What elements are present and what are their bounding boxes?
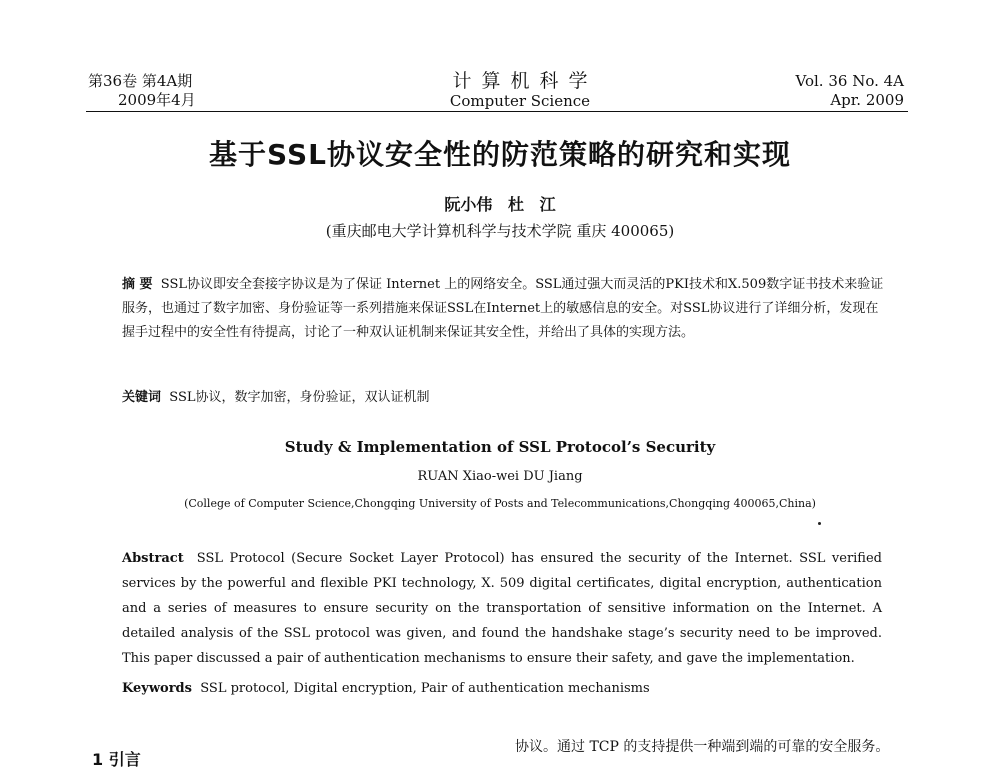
keywords-en-text: SSL protocol, Digital encryption, Pair of authentication mechanisms: [200, 681, 650, 696]
keywords-cn-label: 关键词: [122, 390, 162, 405]
english-title: Study & Implementation of SSL Protocol’s Security: [284, 438, 716, 456]
volume-issue-en: Vol. 36 No. 4A: [795, 72, 904, 90]
publication-date-en: Apr. 2009: [830, 91, 904, 109]
body-text-column2: 协议。通过 TCP 的支持提供一种端到端的可靠的安全服务。: [515, 739, 890, 755]
stray-dot: [818, 522, 821, 525]
paper-title: 基于SSL协议安全性的防范策略的研究和实现: [209, 138, 791, 171]
abstract-cn-label: 摘 要: [122, 277, 153, 292]
abstract-en-label: Abstract: [122, 551, 184, 566]
section-heading: 1 引言: [92, 750, 141, 769]
abstract-cn: [122, 273, 890, 345]
abstract-cn-text: SSL协议即安全套接字协议是为了保证 Internet 上的网络安全。SSL通过强大而灵活的PKI技术和X.509数字证书技术来验证服务，也通过了数字加密、身份验证等一系列措施来保证SSL在Internet上的敏感信息的安全。对SSL协议进行了详细分析，发现在握手过程中的安全性有待提高，讨论了一种双认证机制来保证其安全性，并给出了具体的实现方法。: [122, 277, 884, 340]
authors: 阮小伟 杜 江: [444, 195, 556, 214]
keywords-en: [122, 681, 882, 696]
journal-name-cn: 计算机科学: [452, 70, 598, 92]
keywords-cn: [122, 386, 890, 405]
affiliation: (重庆邮电大学计算机科学与技术学院 重庆 400065): [325, 222, 675, 240]
journal-volume-info-en: [796, 72, 904, 110]
abstract-en: [122, 546, 882, 671]
english-authors: RUAN Xiao-wei DU Jiang: [417, 469, 583, 484]
keywords-cn-text: SSL协议，数字加密，身份验证，双认证机制: [169, 390, 430, 405]
journal-name: [420, 70, 620, 110]
journal-volume-info: [88, 72, 196, 110]
publication-date-cn: 2009年4月: [118, 91, 196, 109]
header-rule: [86, 111, 908, 112]
abstract-en-text: SSL Protocol (Secure Socket Layer Protocol) has ensured the security of the Internet. SSL verified services by the powerful and flexible PKI technology, X. 509 digital certificates, digital encryption, authentication and a series of measures to ensure security on the transportation of sensitive information on the Internet. A detailed analysis of the SSL protocol was given, and found the handshake stage’s security need to be improved. This paper discussed a pair of authentication mechanisms to ensure their safety, and gave the implementation.: [122, 551, 882, 666]
keywords-en-label: Keywords: [122, 681, 192, 696]
volume-issue: 第36卷 第4A期: [88, 72, 193, 90]
journal-name-en: Computer Science: [449, 92, 591, 110]
english-affiliation: (College of Computer Science,Chongqing University of Posts and Telecommunications,Chongqing 400065,China): [184, 497, 816, 510]
